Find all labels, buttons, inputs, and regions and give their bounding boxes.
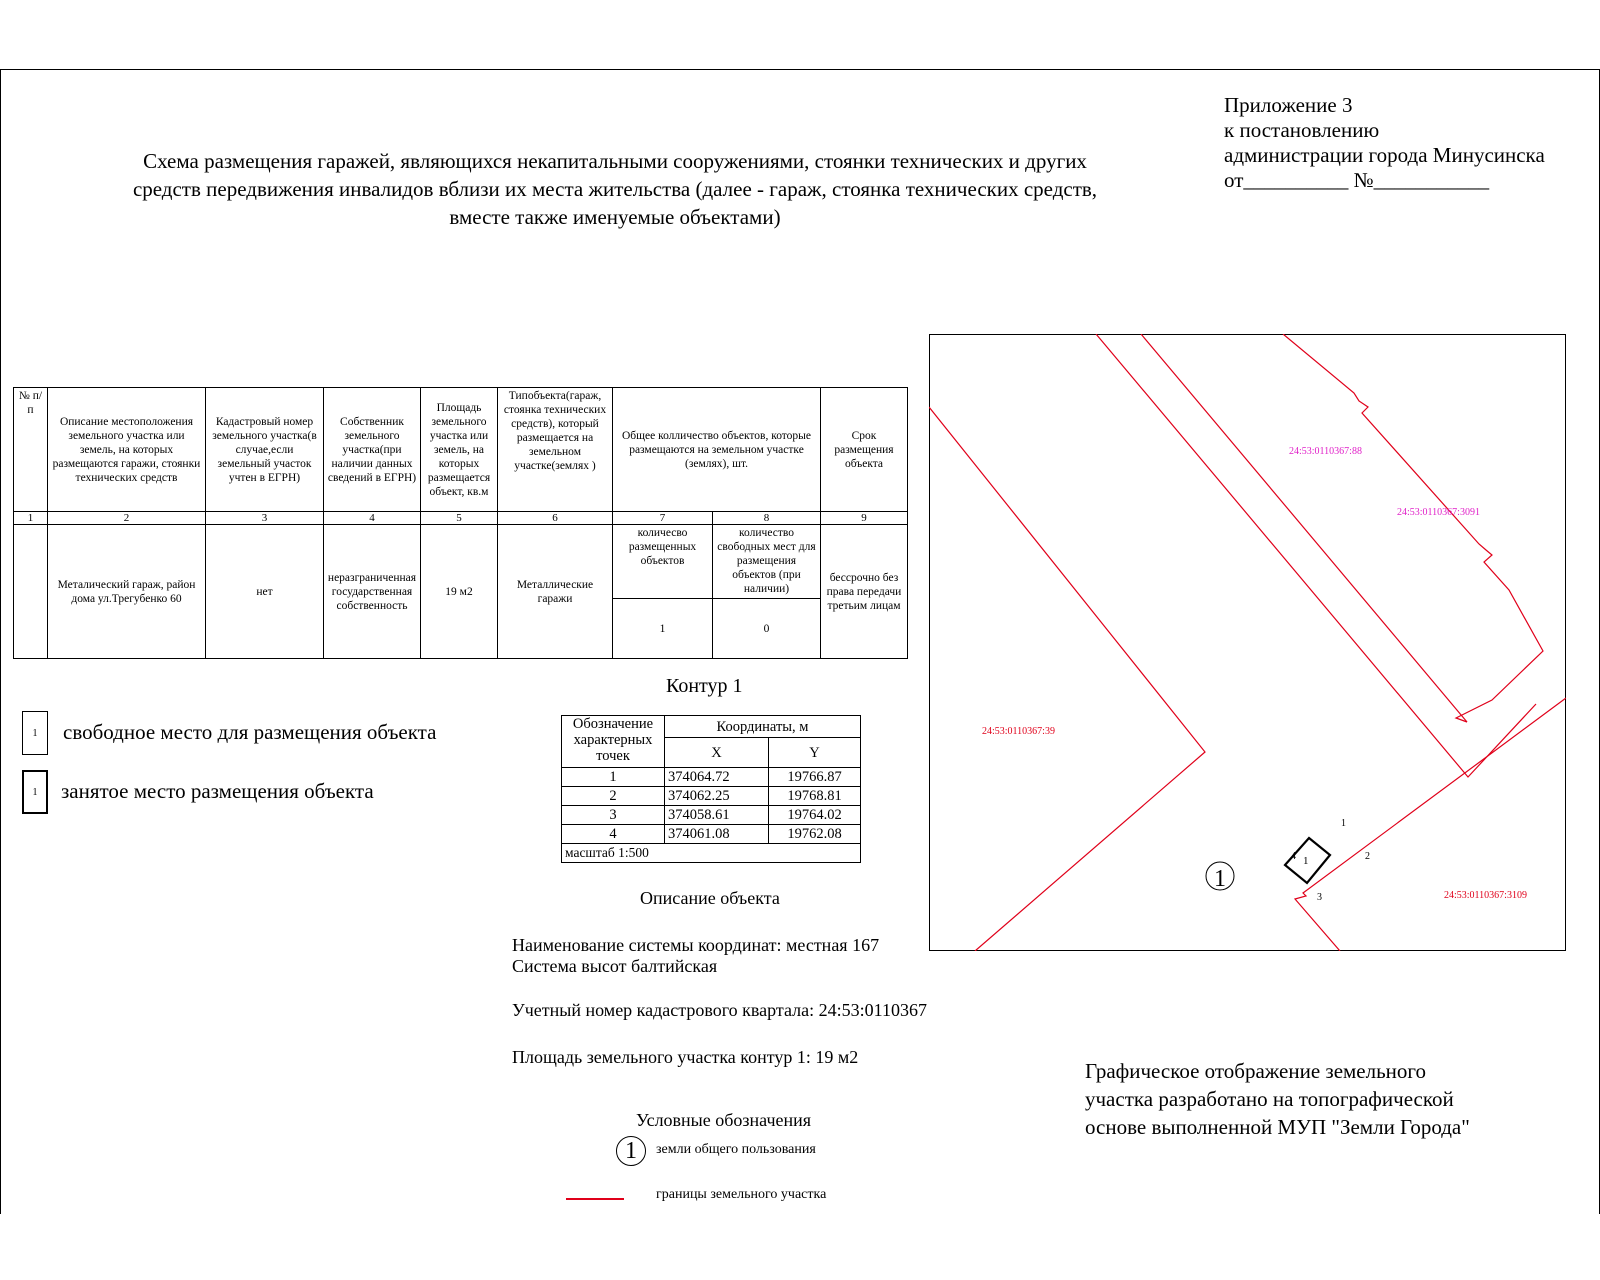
coords-header: Координаты, м [665, 716, 861, 738]
col-number: 7 [613, 512, 713, 525]
coords-y: 19766.87 [769, 768, 861, 787]
appendix-block [1224, 93, 1545, 193]
header-cell: Кадастровый номер земельного участка(в случае,если земельный участок учтен в ЕГРН) [206, 388, 324, 512]
appendix-line: от__________ №___________ [1224, 168, 1490, 192]
table-row [562, 787, 861, 806]
cell-free-value: 0 [713, 599, 821, 659]
scale-label: масштаб 1:500 [562, 844, 861, 863]
table-row [562, 768, 861, 787]
public-land-marker-number: 1 [1214, 866, 1226, 892]
header-cell: Описание местоположения земельного участка или земель, на которых размещаются гаражи, стоянки технических средств [48, 388, 206, 512]
header-cell: № п/п [14, 388, 48, 512]
coords-y: 19768.81 [769, 787, 861, 806]
frame-top-border [0, 69, 1600, 70]
coords-point: 1 [562, 768, 665, 787]
graphic-note [1085, 1057, 1470, 1141]
object-description-title: Описание объекта [640, 888, 780, 908]
boundary-line-label: границы земельного участка [656, 1187, 827, 1202]
cell-placed-label: количесво размещенных объектов [613, 525, 713, 599]
occupied-place-label: занятое место размещения объекта [61, 779, 374, 803]
coords-y-header: Y [769, 738, 861, 768]
contour-title: Контур 1 [666, 675, 743, 697]
public-land-number: 1 [625, 1137, 637, 1164]
graphic-note-line: основе выполненной МУП "Земли Города" [1085, 1115, 1470, 1139]
document-title [40, 147, 1190, 231]
boundary-line-symbol [566, 1198, 624, 1200]
table-row [14, 525, 908, 599]
table-header-row [14, 388, 908, 512]
cell-area: 19 м2 [421, 525, 498, 659]
graphic-note-line: Графическое отображение земельного [1085, 1059, 1427, 1083]
coords-point: 2 [562, 787, 665, 806]
coord-system-line: Наименование системы координат: местная 167 [512, 935, 880, 955]
site-map [929, 334, 1566, 951]
col-number: 4 [324, 512, 421, 525]
coords-x: 374061.08 [665, 825, 769, 844]
objects-table [13, 387, 908, 659]
header-cell: Площадь земельного участка или земель, на которых размещается объект, кв.м [421, 388, 498, 512]
cell-cadastral: нет [206, 525, 324, 659]
header-cell: Собственник земельного участка(при наличии данных сведений в ЕГРН) [324, 388, 421, 512]
cell-empty [14, 525, 48, 659]
col-number: 1 [14, 512, 48, 525]
coords-point: 3 [562, 806, 665, 825]
scale-row [562, 844, 861, 863]
col-number: 9 [821, 512, 908, 525]
coords-x-header: X [665, 738, 769, 768]
conventional-signs-title: Условные обозначения [636, 1110, 812, 1130]
graphic-note-line: участка разработано на топографической [1085, 1087, 1454, 1111]
parcel-label-39: 24:53:0110367:39 [982, 726, 1055, 737]
point-label-4: 4 [1291, 851, 1296, 862]
coords-x: 374062.25 [665, 787, 769, 806]
coords-header-row [562, 716, 861, 738]
coords-x: 374064.72 [665, 768, 769, 787]
parcel-label-3109: 24:53:0110367:3109 [1444, 890, 1527, 901]
cell-term: бессрочно без права передачи третьим лицам [821, 525, 908, 659]
map-frame [930, 335, 1566, 951]
height-system-line: Система высот балтийская [512, 956, 718, 976]
cell-placed-value: 1 [613, 599, 713, 659]
public-land-label: земли общего пользования [656, 1142, 816, 1157]
coordinates-table [561, 715, 861, 863]
appendix-line: к постановлению [1224, 118, 1380, 142]
col-number: 3 [206, 512, 324, 525]
title-line: вместе также именуемые объектами) [449, 205, 781, 229]
coords-y: 19762.08 [769, 825, 861, 844]
coords-y: 19764.02 [769, 806, 861, 825]
cell-free-label: количество свободных мест для размещения объектов (при наличии) [713, 525, 821, 599]
point-label-2: 2 [1365, 851, 1370, 862]
title-line: средств передвижения инвалидов вблизи их места жительства (далее - гараж, стоянка технических средств, [132, 177, 1098, 201]
col-number: 6 [498, 512, 613, 525]
cadastral-quarter-line: Учетный номер кадастрового квартала: 24:53:0110367 [512, 1000, 927, 1020]
free-place-number: 1 [32, 727, 38, 739]
header-cell: Общее колличество объектов, которые размещаются на земельном участке (землях), шт. [613, 388, 821, 512]
column-number-row [14, 512, 908, 525]
free-place-symbol [22, 711, 48, 755]
header-cell: Срок размещения объекта [821, 388, 908, 512]
coords-x: 374058.61 [665, 806, 769, 825]
appendix-line: Приложение 3 [1224, 93, 1353, 117]
free-place-label: свободное место для размещения объекта [63, 720, 437, 744]
cell-type: Металлические гаражи [498, 525, 613, 659]
table-row [562, 825, 861, 844]
public-land-symbol [616, 1136, 646, 1166]
parcel-label-3091: 24:53:0110367:3091 [1397, 507, 1480, 518]
object-number: 1 [1303, 855, 1309, 867]
cell-owner: неразграниченная государственная собственность [324, 525, 421, 659]
area-line: Площадь земельного участка контур 1: 19 м2 [512, 1047, 859, 1067]
table-row [562, 806, 861, 825]
header-cell: Типобъекта(гараж, стоянка технических средств), который размещается на земельном участке(землях ) [498, 388, 613, 512]
col-number: 2 [48, 512, 206, 525]
point-label-1: 1 [1341, 818, 1346, 829]
occupied-place-number: 1 [32, 786, 38, 798]
col-number: 8 [713, 512, 821, 525]
point-label-3: 3 [1317, 892, 1322, 903]
parcel-label-88: 24:53:0110367:88 [1289, 446, 1362, 457]
coords-point-header: Обозначение характерных точек [562, 716, 665, 768]
cell-description: Металический гараж, район дома ул.Трегубенко 60 [48, 525, 206, 659]
frame-left-border [0, 69, 1, 1214]
coords-point: 4 [562, 825, 665, 844]
col-number: 5 [421, 512, 498, 525]
appendix-line: администрации города Минусинска [1224, 143, 1545, 167]
occupied-place-symbol [22, 770, 48, 814]
title-line: Схема размещения гаражей, являющихся некапитальными сооружениями, стоянки технических и других [143, 149, 1087, 173]
